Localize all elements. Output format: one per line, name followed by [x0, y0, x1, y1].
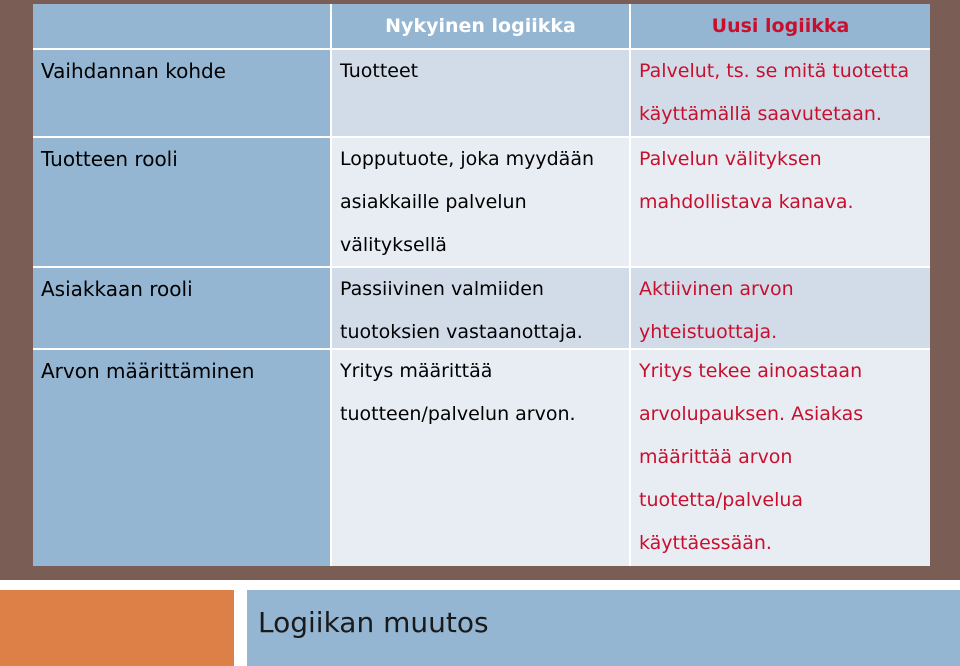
table-row-label: Arvon määrittäminen: [33, 350, 330, 566]
comparison-table: [33, 4, 930, 566]
table-cell-current: Lopputuote, joka myydään asiakkaille palvelun välityksellä: [332, 138, 629, 266]
table-header-empty: [33, 4, 330, 48]
table-cell-new: Palvelun välityksen mahdollistava kanava.: [631, 138, 930, 266]
table-cell-current: Tuotteet: [332, 50, 629, 136]
table-row-label: Vaihdannan kohde: [33, 50, 330, 136]
slide-title: Logiikan muutos: [258, 606, 489, 639]
accent-block: [0, 590, 234, 666]
table-cell-new: Aktiivinen arvon yhteistuottaja.: [631, 268, 930, 348]
table-row-label: Asiakkaan rooli: [33, 268, 330, 348]
table-row-label: Tuotteen rooli: [33, 138, 330, 266]
table-cell-current: Passiivinen valmiiden tuotoksien vastaanottaja.: [332, 268, 629, 348]
table-header-new-logic: Uusi logiikka: [631, 4, 930, 48]
table-header-current-logic: Nykyinen logiikka: [332, 4, 629, 48]
table-cell-current: Yritys määrittää tuotteen/palvelun arvon.: [332, 350, 629, 566]
table-cell-new: Palvelut, ts. se mitä tuotetta käyttämällä saavutetaan.: [631, 50, 930, 136]
table-cell-new: Yritys tekee ainoastaan arvolupauksen. Asiakas määrittää arvon tuotetta/palvelua käyttäessään.: [631, 350, 930, 566]
